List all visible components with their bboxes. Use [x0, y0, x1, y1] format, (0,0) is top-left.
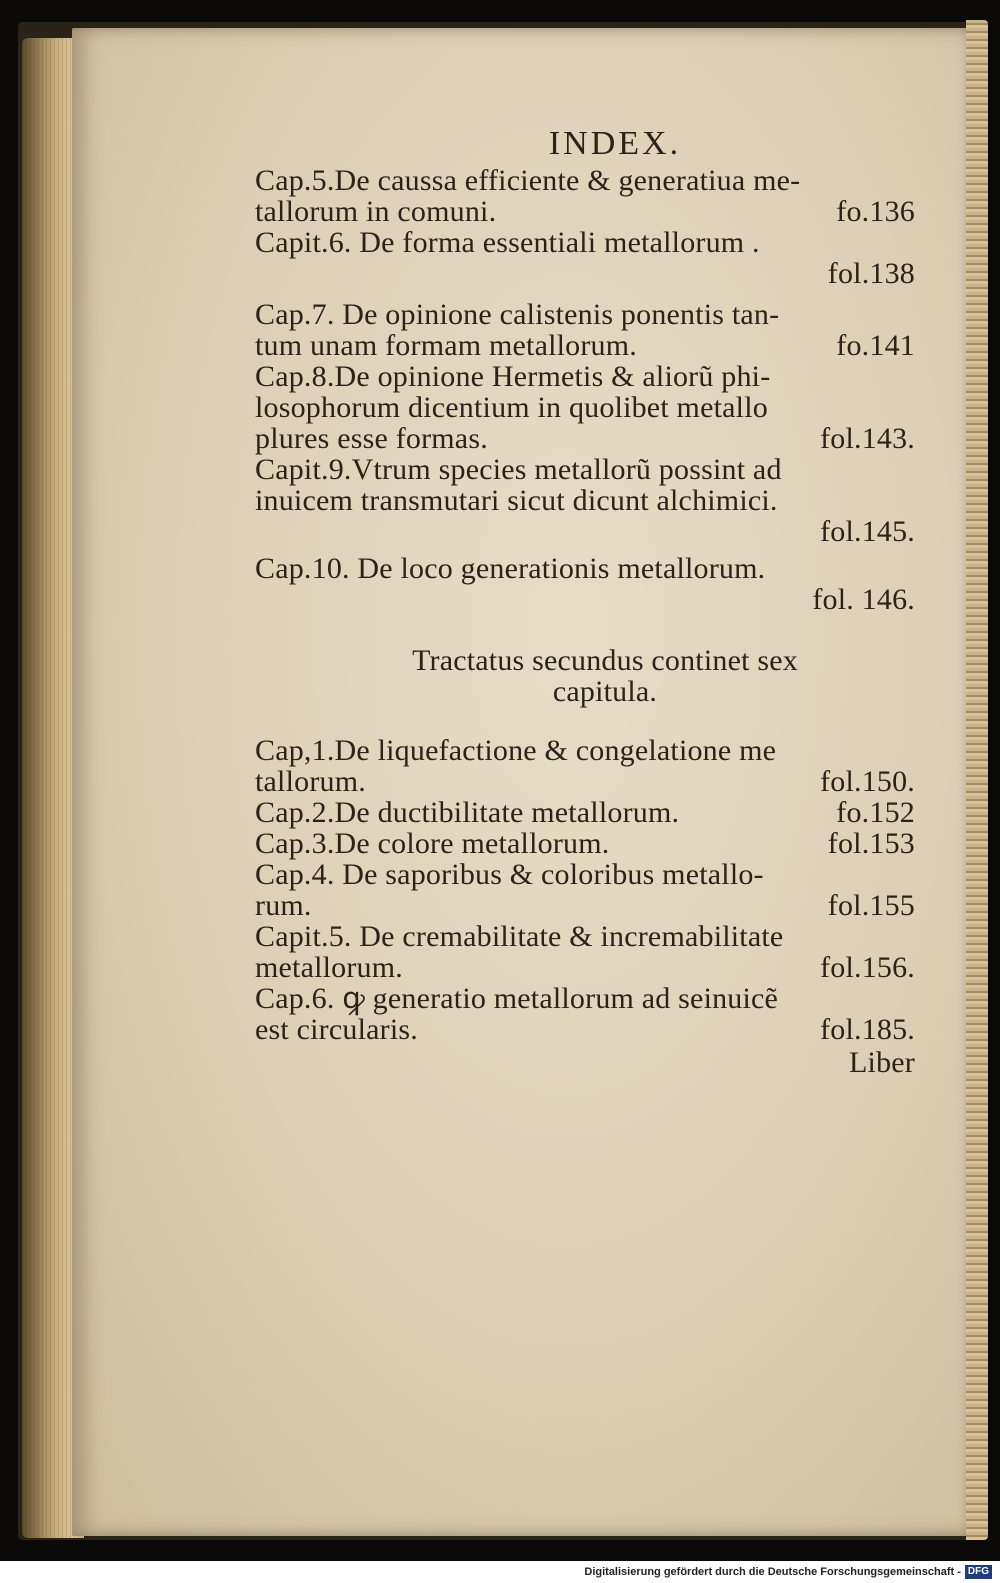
dfg-logo: DFG — [965, 1565, 992, 1579]
entry-line: Capit.9.Vtrum species metallorũ possint ad — [255, 453, 782, 486]
entry-folio: fol.145. — [820, 515, 915, 548]
index-entry — [255, 921, 915, 983]
index-entry — [255, 454, 915, 547]
entry-folio: fol.138 — [827, 257, 915, 290]
index-entry — [255, 227, 915, 289]
entry-folio: fo.152 — [836, 796, 915, 829]
index-entry — [255, 797, 915, 828]
entry-line: Cap.3.De colore metallorum. — [255, 827, 610, 860]
entry-line: metallorum. — [255, 951, 403, 984]
entry-folio: fol.150. — [820, 765, 915, 798]
index-entry — [255, 983, 915, 1045]
entry-folio: fo.136 — [836, 195, 915, 228]
entry-line: Cap.8.De opinione Hermetis & aliorũ phi- — [255, 360, 771, 393]
entry-folio: fol.156. — [820, 951, 915, 984]
entry-line: Capit.6. De forma essentiali metallorum . — [255, 226, 760, 259]
index-entry — [255, 828, 915, 859]
entry-line: Cap.5.De caussa efficiente & generatiua me- — [255, 164, 801, 197]
entry-folio: fol.155 — [827, 889, 915, 922]
entry-folio: fo.141 — [836, 329, 915, 362]
digitization-credit-text: Digitalisierung gefördert durch die Deutsche Forschungsgemeinschaft - — [584, 1566, 961, 1578]
digitization-credit — [0, 1561, 1000, 1583]
section-title — [295, 645, 915, 707]
index-entry — [255, 553, 915, 615]
entry-line: tum unam formam metallorum. — [255, 329, 637, 362]
entry-folio: fol.153 — [827, 827, 915, 860]
entry-line: inuicem transmutari sicut dicunt alchimici. — [255, 484, 778, 517]
entry-line: Cap.7. De opinione calistenis ponentis tan- — [255, 298, 780, 331]
entry-line: est circularis. — [255, 1013, 418, 1046]
entry-folio: fol.143. — [820, 422, 915, 455]
entry-line: losophorum dicentium in quolibet metallo — [255, 391, 768, 424]
entry-line: tallorum in comuni. — [255, 195, 497, 228]
index-entry — [255, 361, 915, 454]
index-heading: INDEX. — [548, 125, 682, 162]
catchword: Liber — [849, 1046, 915, 1079]
entry-line: Cap.2.De ductibilitate metallorum. — [255, 796, 680, 829]
page-edge-right — [966, 20, 988, 1540]
index-text — [255, 125, 915, 1079]
entry-line: Cap.10. De loco generationis metallorum. — [255, 552, 766, 585]
entry-line: tallorum. — [255, 765, 366, 798]
index-entry — [255, 859, 915, 921]
index-entry — [255, 299, 915, 361]
index-entry — [255, 165, 915, 227]
entry-line: Cap,1.De liquefactione & congelatione me — [255, 734, 777, 767]
section-title-line: Tractatus secundus continet sex — [412, 644, 798, 677]
entry-line: rum. — [255, 889, 312, 922]
entry-folio: fol.185. — [820, 1013, 915, 1046]
index-entry — [255, 735, 915, 797]
section-title-line: capitula. — [552, 675, 658, 708]
entry-line: plures esse formas. — [255, 422, 488, 455]
entry-line: Capit.5. De cremabilitate & incremabilitate — [255, 920, 784, 953]
entry-folio: fol. 146. — [812, 583, 915, 616]
entry-line: Cap.4. De saporibus & coloribus metallo- — [255, 858, 764, 891]
entry-line: Cap.6. ꝙ generatio metallorum ad seinuicẽ — [255, 982, 779, 1015]
